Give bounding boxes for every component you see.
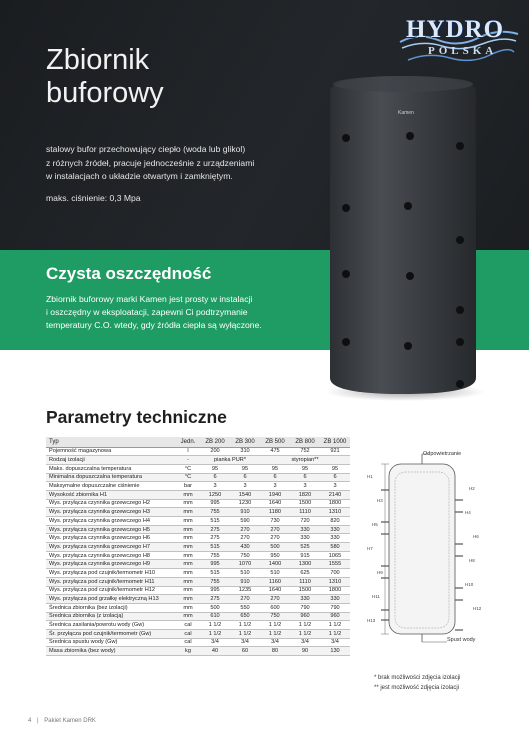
table-row [46, 447, 350, 456]
unit-cell: mm [176, 499, 200, 508]
table-cell: 1800 [320, 499, 350, 508]
table-cell: 720 [290, 517, 320, 526]
tank-port [456, 142, 464, 150]
row-label: Wys. przyłącza czynnika grzewczego H6 [46, 534, 176, 543]
tank-connection-ports [318, 70, 488, 410]
unit-cell: mm [176, 543, 200, 552]
unit-cell: mm [176, 603, 200, 612]
table-cell: 270 [230, 525, 260, 534]
unit-cell: mm [176, 525, 200, 534]
drain-label: Spust wody [447, 637, 476, 643]
table-cell: 910 [230, 508, 260, 517]
table-cell: 1540 [230, 490, 260, 499]
row-label: Średnica spustu wody (Gw) [46, 638, 176, 647]
table-cell: 921 [320, 447, 350, 456]
table-cell: 755 [200, 577, 230, 586]
table-cell: 275 [200, 595, 230, 604]
savings-desc-line-1: Zbiornik buforowy marki Kamen jest prosty w instalacji [46, 294, 253, 304]
title-line-1: Zbiornik [46, 44, 150, 76]
height-label: H6 [473, 534, 479, 539]
table-cell: 1 1/2 [290, 629, 320, 638]
tank-port [406, 272, 414, 280]
tank-port [342, 134, 350, 142]
row-label: Wys. przyłącza pod czujnik/termometr H12 [46, 586, 176, 595]
table-cell: 525 [290, 543, 320, 552]
table-cell: 960 [320, 612, 350, 621]
table-cell: 1110 [290, 577, 320, 586]
table-cell: 80 [260, 647, 290, 656]
hero-desc-line-3: w instalacjach o układzie otwartym i zamkniętym. [46, 171, 233, 181]
unit-cell: bar [176, 482, 200, 491]
row-label: Wys. przyłącza czynnika grzewczego H7 [46, 543, 176, 552]
table-row [46, 595, 350, 604]
hero-desc-line-1: stalowy bufor przechowujący ciepło (woda lub glikol) [46, 144, 246, 154]
unit-cell: cal [176, 638, 200, 647]
table-cell: 1 1/2 [320, 629, 350, 638]
table-cell: 500 [260, 543, 290, 552]
table-cell: 3 [320, 482, 350, 491]
table-cell: 330 [290, 534, 320, 543]
unit-cell: mm [176, 534, 200, 543]
table-cell: 95 [230, 464, 260, 473]
savings-description [46, 293, 316, 332]
table-row [46, 490, 350, 499]
unit-cell: cal [176, 629, 200, 638]
table-row [46, 569, 350, 578]
header-unit: Jedn. [176, 437, 200, 447]
note-no-removal: * brak możliwości zdjęcia izolacji [374, 675, 461, 681]
unit-cell: mm [176, 586, 200, 595]
table-cell: 1800 [320, 586, 350, 595]
table-cell: 790 [290, 603, 320, 612]
table-cell: 310 [230, 447, 260, 456]
savings-title: Czysta oszczędność [46, 264, 212, 283]
params-title: Parametry techniczne [46, 407, 227, 427]
tank-port [404, 202, 412, 210]
row-label: Rodzaj izolacji [46, 456, 176, 465]
height-label: H8 [469, 558, 475, 563]
table-cell: 95 [290, 464, 320, 473]
height-label: H4 [465, 510, 471, 515]
unit-cell: mm [176, 508, 200, 517]
unit-cell: mm [176, 490, 200, 499]
table-cell: 1065 [320, 551, 350, 560]
unit-cell: °C [176, 473, 200, 482]
table-cell: 1555 [320, 560, 350, 569]
tank-port [342, 338, 350, 346]
table-cell: 500 [200, 603, 230, 612]
table-cell: 330 [320, 595, 350, 604]
table-cell: 650 [230, 612, 260, 621]
table-row [46, 577, 350, 586]
table-row [46, 456, 350, 465]
table-cell: 95 [320, 464, 350, 473]
row-label: Wys. przyłącza czynnika grzewczego H5 [46, 525, 176, 534]
table-cell: 1180 [260, 508, 290, 517]
table-cell: 1 1/2 [320, 621, 350, 630]
tank-port [456, 338, 464, 346]
table-cell: 515 [200, 543, 230, 552]
table-cell: 6 [320, 473, 350, 482]
table-cell: 1310 [320, 508, 350, 517]
title-line-2: buforowy [46, 77, 164, 109]
row-label: Masa zbiornika (bez wody) [46, 647, 176, 656]
height-label: H7 [367, 546, 373, 551]
table-cell: 515 [200, 517, 230, 526]
page-number: 4 [28, 718, 32, 724]
table-cell: 2140 [320, 490, 350, 499]
row-label: Wys. przyłącza pod grzałkę elektryczną H13 [46, 595, 176, 604]
table-cell: 610 [200, 612, 230, 621]
table-cell: 1 1/2 [290, 621, 320, 630]
table-cell: 3 [230, 482, 260, 491]
table-cell: 3/4 [230, 638, 260, 647]
table-cell: 1500 [290, 586, 320, 595]
tank-technical-drawing [355, 450, 481, 650]
table-cell: 270 [260, 595, 290, 604]
unit-cell: cal [176, 621, 200, 630]
table-cell: 475 [260, 447, 290, 456]
table-cell: 1110 [290, 508, 320, 517]
logo-text-hydro: HYDRO [406, 16, 505, 43]
logo-text-polska: POLSKA [428, 45, 498, 57]
table-cell: 1310 [320, 577, 350, 586]
unit-cell: °C [176, 464, 200, 473]
table-cell: pianka PUR* [200, 456, 260, 465]
table-cell: 950 [260, 551, 290, 560]
unit-cell: mm [176, 595, 200, 604]
note-removable: ** jest możliwość zdjęcia izolacji [374, 685, 460, 691]
table-row [46, 612, 350, 621]
row-label: Wys. przyłącza czynnika grzewczego H2 [46, 499, 176, 508]
header-model: ZB 800 [290, 437, 320, 447]
row-label: Średnica zasilania/powrotu wody (Gw) [46, 621, 176, 630]
tank-port [342, 204, 350, 212]
table-row [46, 499, 350, 508]
table-cell: 1400 [260, 560, 290, 569]
header-model: ZB 500 [260, 437, 290, 447]
table-cell: styropian** [260, 456, 350, 465]
table-cell: 430 [230, 543, 260, 552]
table-cell: 330 [290, 595, 320, 604]
header-model: ZB 1000 [320, 437, 350, 447]
table-cell: 510 [260, 569, 290, 578]
row-label: Wysokość zbiornika H1 [46, 490, 176, 499]
table-cell: 1820 [290, 490, 320, 499]
height-label: H10 [465, 582, 474, 587]
table-cell: 275 [200, 525, 230, 534]
table-cell: 1 1/2 [230, 621, 260, 630]
table-cell: 590 [230, 517, 260, 526]
unit-cell: mm [176, 560, 200, 569]
header-type: Typ [46, 437, 176, 447]
height-label: H9 [377, 570, 383, 575]
row-label: Maksymalne dopuszczalne ciśnienie [46, 482, 176, 491]
tank-port [404, 342, 412, 350]
table-cell: 1640 [260, 499, 290, 508]
max-pressure: maks. ciśnienie: 0,3 Mpa [46, 193, 141, 203]
table-row [46, 629, 350, 638]
table-cell: 790 [320, 603, 350, 612]
hydro-polska-logo [398, 8, 520, 68]
height-label: H12 [473, 606, 482, 611]
hero-desc-line-2: z różnych źródeł, pracuje jednocześnie z urządzeniami [46, 157, 255, 168]
height-label: H11 [372, 594, 380, 599]
table-cell: 510 [230, 569, 260, 578]
table-row [46, 638, 350, 647]
params-header-row [46, 437, 350, 447]
table-cell: 6 [260, 473, 290, 482]
table-cell: 700 [320, 569, 350, 578]
row-label: Wys. przyłącza pod czujnik/termometr H10 [46, 569, 176, 578]
table-cell: 3 [260, 482, 290, 491]
savings-desc-line-2: i oszczędny w eksploatacji, zapewni Ci podtrzymanie [46, 307, 248, 317]
table-cell: 1 1/2 [200, 621, 230, 630]
table-cell: 915 [290, 551, 320, 560]
row-label: Wys. przyłącza czynnika grzewczego H9 [46, 560, 176, 569]
table-cell: 330 [290, 525, 320, 534]
table-cell: 1500 [290, 499, 320, 508]
table-row [46, 560, 350, 569]
table-cell: 1 1/2 [230, 629, 260, 638]
row-label: Średnica zbiornika (z izolacją) [46, 612, 176, 621]
table-cell: 550 [230, 603, 260, 612]
table-cell: 625 [290, 569, 320, 578]
table-cell: 270 [230, 595, 260, 604]
table-cell: 995 [200, 499, 230, 508]
table-row [46, 517, 350, 526]
table-cell: 1160 [260, 577, 290, 586]
table-cell: 515 [200, 569, 230, 578]
table-cell: 1 1/2 [260, 621, 290, 630]
row-label: Wys. przyłącza czynnika grzewczego H4 [46, 517, 176, 526]
table-row [46, 473, 350, 482]
table-row [46, 621, 350, 630]
table-cell: 275 [200, 534, 230, 543]
table-cell: 3/4 [320, 638, 350, 647]
table-cell: 1250 [200, 490, 230, 499]
table-row [46, 482, 350, 491]
table-cell: 995 [200, 586, 230, 595]
tank-port [456, 236, 464, 244]
table-row [46, 586, 350, 595]
unit-cell: mm [176, 569, 200, 578]
unit-cell: l [176, 447, 200, 456]
unit-cell: mm [176, 577, 200, 586]
header-model: ZB 200 [200, 437, 230, 447]
tank-port [456, 380, 464, 388]
tank-port [456, 306, 464, 314]
table-cell: 1 1/2 [260, 629, 290, 638]
table-cell: 1300 [290, 560, 320, 569]
table-row [46, 525, 350, 534]
table-cell: 1640 [260, 586, 290, 595]
table-cell: 330 [320, 525, 350, 534]
table-cell: 95 [200, 464, 230, 473]
savings-desc-line-3: temperatury C.O. wtedy, gdy źródła ciepła są wyłączone. [46, 320, 262, 330]
row-label: Śr. przyłącza pod czujnik/termometr (Gw) [46, 629, 176, 638]
table-cell: 130 [320, 647, 350, 656]
table-row [46, 603, 350, 612]
unit-cell: mm [176, 612, 200, 621]
table-row [46, 534, 350, 543]
page-title [46, 44, 246, 110]
table-cell: 270 [260, 525, 290, 534]
params-table [46, 437, 350, 656]
tank-port [342, 270, 350, 278]
table-cell: 1 1/2 [200, 629, 230, 638]
tank-port [406, 132, 414, 140]
table-cell: 270 [260, 534, 290, 543]
height-label: H2 [469, 486, 475, 491]
table-cell: 200 [200, 447, 230, 456]
table-cell: 6 [200, 473, 230, 482]
table-cell: 3/4 [200, 638, 230, 647]
height-label: H1 [367, 474, 373, 479]
table-cell: 270 [230, 534, 260, 543]
height-label: H3 [377, 498, 383, 503]
hero-description [46, 143, 316, 184]
table-cell: 752 [290, 447, 320, 456]
table-cell: 750 [260, 612, 290, 621]
table-cell: 910 [230, 577, 260, 586]
table-cell: 755 [200, 508, 230, 517]
row-label: Minimalna dopuszczalna temperatura [46, 473, 176, 482]
height-label: H5 [372, 522, 378, 527]
tank-brand-logo: Kamen [398, 110, 414, 116]
table-cell: 1235 [230, 586, 260, 595]
table-cell: 995 [200, 560, 230, 569]
footer-text: Pakiet Kamen DRK [44, 718, 96, 724]
table-cell: 1230 [230, 499, 260, 508]
header-model: ZB 300 [230, 437, 260, 447]
table-cell: 820 [320, 517, 350, 526]
table-cell: 3 [200, 482, 230, 491]
table-row [46, 464, 350, 473]
table-cell: 580 [320, 543, 350, 552]
table-cell: 90 [290, 647, 320, 656]
table-row [46, 647, 350, 656]
table-cell: 3/4 [260, 638, 290, 647]
table-cell: 755 [200, 551, 230, 560]
row-label: Pojemność magazynowa [46, 447, 176, 456]
table-cell: 960 [290, 612, 320, 621]
unit-cell: kg [176, 647, 200, 656]
unit-cell: mm [176, 551, 200, 560]
table-row [46, 551, 350, 560]
vent-label: Odpowietrzanie [423, 451, 462, 457]
row-label: Maks. dopuszczalna temperatura [46, 464, 176, 473]
table-cell: 60 [230, 647, 260, 656]
table-cell: 6 [290, 473, 320, 482]
buffer-tank-image [318, 70, 488, 410]
table-cell: 330 [320, 534, 350, 543]
row-label: Wys. przyłącza czynnika grzewczego H8 [46, 551, 176, 560]
table-row [46, 543, 350, 552]
footer-separator: | [37, 718, 39, 724]
table-cell: 95 [260, 464, 290, 473]
page-footer [28, 718, 96, 724]
table-cell: 1940 [260, 490, 290, 499]
height-label: H13 [367, 618, 376, 623]
table-cell: 1070 [230, 560, 260, 569]
table-cell: - [176, 456, 200, 465]
unit-cell: mm [176, 517, 200, 526]
table-cell: 600 [260, 603, 290, 612]
table-row [46, 508, 350, 517]
table-cell: 40 [200, 647, 230, 656]
table-cell: 730 [260, 517, 290, 526]
row-label: Wys. przyłącza czynnika grzewczego H3 [46, 508, 176, 517]
table-cell: 6 [230, 473, 260, 482]
row-label: Średnica zbiornika (bez izolacji) [46, 603, 176, 612]
table-cell: 3 [290, 482, 320, 491]
table-cell: 3/4 [290, 638, 320, 647]
table-cell: 750 [230, 551, 260, 560]
row-label: Wys. przyłącza pod czujnik/termometr H11 [46, 577, 176, 586]
